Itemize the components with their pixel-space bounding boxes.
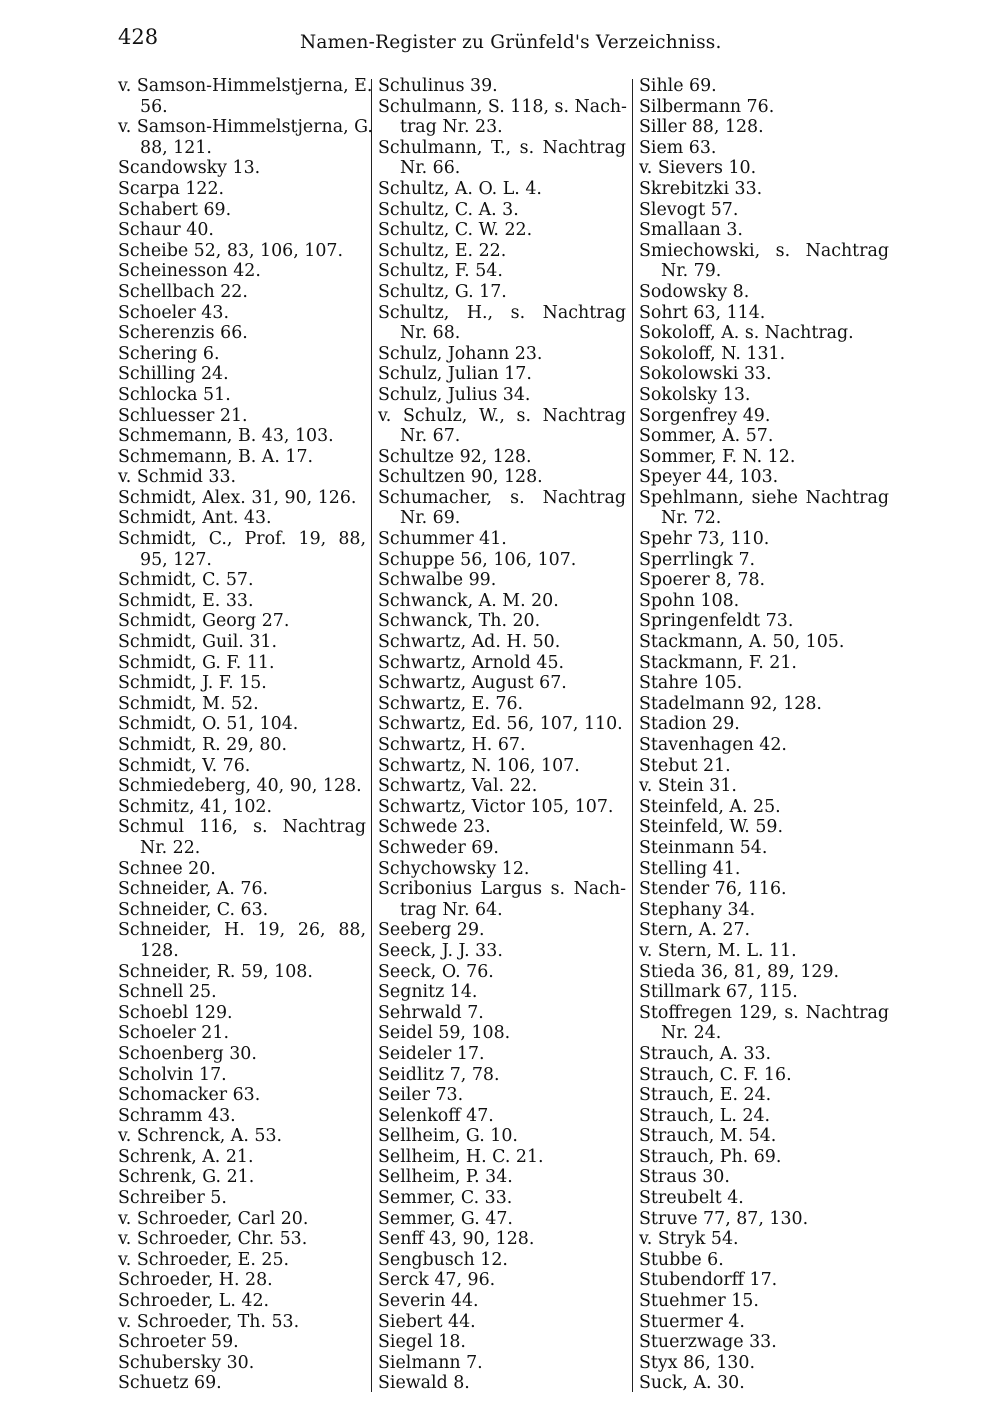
index-entry: Schulmann, T., s. Nachtrag [378, 137, 626, 158]
index-entry: Schneider, C. 63. [118, 899, 269, 920]
column-rule [371, 79, 372, 1392]
index-entry: Segnitz 14. [378, 982, 478, 1003]
index-entry: Stubbe 6. [639, 1249, 724, 1270]
index-entry: Sokolsky 13. [639, 384, 751, 405]
index-entry: Scholvin 17. [118, 1064, 227, 1085]
index-entry-continuation: 95, 127. [140, 549, 212, 570]
index-entry: Stelling 41. [639, 858, 741, 879]
index-entry: Schmidt, Georg 27. [118, 611, 290, 632]
index-entry: Schultz, A. O. L. 4. [378, 178, 542, 199]
index-entry: Schwanck, Th. 20. [378, 611, 541, 632]
index-entry: Schultz, E. 22. [378, 240, 507, 261]
index-entry: Schultz, C. A. 3. [378, 199, 519, 220]
index-entry: Schilling 24. [118, 364, 229, 385]
index-entry: Schuppe 56, 106, 107. [378, 549, 577, 570]
index-entry: Stoffregen 129, s. Nachtrag [639, 1002, 889, 1023]
index-entry: Steinfeld, W. 59. [639, 817, 783, 838]
index-entry: Schmidt, Guil. 31. [118, 632, 278, 653]
index-entry: Schlocka 51. [118, 384, 231, 405]
index-entry: Sodowsky 8. [639, 281, 750, 302]
index-entry: Schulmann, S. 118, s. Nach- [378, 96, 627, 117]
index-entry: Stadion 29. [639, 714, 740, 735]
index-entry: Schulz, Julian 17. [378, 364, 532, 385]
index-entry: v. Samson-Himmelstjerna, G. [118, 117, 373, 138]
index-entry: Schmidt, Ant. 43. [118, 508, 272, 529]
index-entry: Strauch, C. F. 16. [639, 1064, 792, 1085]
index-entry-continuation: trag Nr. 23. [400, 117, 503, 138]
index-entry: Schultz, G. 17. [378, 281, 507, 302]
index-entry: Schneider, A. 76. [118, 879, 269, 900]
index-entry-continuation: 56. [140, 96, 168, 117]
index-entry: Schneider, H. 19, 26, 88, [118, 920, 366, 941]
index-entry: Seeck, J. J. 33. [378, 940, 503, 961]
index-entry: Schuetz 69. [118, 1373, 222, 1394]
index-entry: Scheibe 52, 83, 106, 107. [118, 240, 343, 261]
index-entry: Schmemann, B. 43, 103. [118, 426, 334, 447]
index-entry: Schubersky 30. [118, 1352, 255, 1373]
index-entry: Sellheim, H. C. 21. [378, 1146, 544, 1167]
index-entry: Schroeder, L. 42. [118, 1291, 270, 1312]
index-entry: Schramm 43. [118, 1105, 236, 1126]
index-entry: Sorgenfrey 49. [639, 405, 771, 426]
index-entry: Stackmann, A. 50, 105. [639, 632, 845, 653]
index-entry: Sperrlingk 7. [639, 549, 756, 570]
index-entry: Scherenzis 66. [118, 323, 248, 344]
index-entry: Severin 44. [378, 1291, 479, 1312]
index-entry: Schoenberg 30. [118, 1043, 257, 1064]
index-entry: Strauch, E. 24. [639, 1085, 772, 1106]
index-entry: Schultz, H., s. Nachtrag [378, 302, 626, 323]
index-entry: Schroeter 59. [118, 1332, 239, 1353]
index-entry: Schwartz, August 67. [378, 673, 567, 694]
index-entry: Seeberg 29. [378, 920, 485, 941]
index-entry: Schwartz, N. 106, 107. [378, 755, 580, 776]
index-entry: Schmidt, J. F. 15. [118, 673, 267, 694]
index-entry: Springenfeldt 73. [639, 611, 794, 632]
index-entry: Styx 86, 130. [639, 1352, 755, 1373]
column-rule [632, 79, 633, 1392]
index-entry: v. Samson-Himmelstjerna, E. [118, 76, 373, 96]
index-entry: Stern, A. 27. [639, 920, 751, 941]
index-entry-continuation: Nr. 69. [400, 508, 461, 529]
index-entry: Scandowsky 13. [118, 158, 261, 179]
index-entry: Siem 63. [639, 137, 717, 158]
index-entry: Schumacher, s. Nachtrag [378, 487, 626, 508]
index-entry: Spohn 108. [639, 590, 740, 611]
index-entry: Schmidt, C., Prof. 19, 88, [118, 529, 366, 550]
index-entry: Seideler 17. [378, 1043, 485, 1064]
index-entry: Strauch, L. 24. [639, 1105, 771, 1126]
index-entry: Sehrwald 7. [378, 1002, 484, 1023]
index-entry: Schluesser 21. [118, 405, 248, 426]
index-entry: Schrenk, A. 21. [118, 1146, 254, 1167]
index-entry: Schmidt, Alex. 31, 90, 126. [118, 487, 357, 508]
index-entry-continuation: Nr. 67. [400, 426, 461, 447]
index-entry: Strauch, A. 33. [639, 1043, 772, 1064]
index-entry: v. Schulz, W., s. Nachtrag [378, 405, 626, 426]
index-entry: Schnee 20. [118, 858, 216, 879]
index-entry: Siller 88, 128. [639, 117, 764, 138]
index-entry: Schwartz, E. 76. [378, 693, 524, 714]
index-entry: Schoebl 129. [118, 1002, 233, 1023]
index-column-1 [118, 76, 373, 1394]
index-entry: Schwartz, Victor 105, 107. [378, 796, 614, 817]
index-entry: Schwalbe 99. [378, 570, 497, 591]
index-column-3 [639, 76, 889, 1394]
index-entry: Seidel 59, 108. [378, 1023, 511, 1044]
index-entry: Schultz, F. 54. [378, 261, 503, 282]
index-entry: Schulz, Julius 34. [378, 384, 531, 405]
index-entry: Schomacker 63. [118, 1085, 261, 1106]
index-entry: v. Schmid 33. [118, 467, 237, 488]
index-entry: Schmidt, E. 33. [118, 590, 254, 611]
index-entry: Sielmann 7. [378, 1352, 483, 1373]
index-entry: Schmemann, B. A. 17. [118, 446, 314, 467]
index-entry: Slevogt 57. [639, 199, 739, 220]
index-entry: Schwartz, H. 67. [378, 735, 526, 755]
index-entry: Stebut 21. [639, 755, 731, 776]
index-entry: Schwartz, Ad. H. 50. [378, 632, 561, 653]
index-entry: Schychowsky 12. [378, 858, 530, 879]
index-entry: Speyer 44, 103. [639, 467, 779, 488]
index-entry: Sihle 69. [639, 76, 717, 96]
index-entry: Schaur 40. [118, 220, 214, 241]
index-entry: Siebert 44. [378, 1311, 476, 1332]
index-entry: Stender 76, 116. [639, 879, 787, 900]
index-entry-continuation: Nr. 79. [661, 261, 722, 282]
index-entry: v. Sievers 10. [639, 158, 757, 179]
index-entry: v. Stein 31. [639, 776, 737, 797]
index-entry-continuation: Nr. 24. [661, 1023, 722, 1044]
index-entry: Sokoloff, N. 131. [639, 343, 786, 364]
index-entry: Schering 6. [118, 343, 220, 364]
index-entry: Schnell 25. [118, 982, 217, 1003]
index-entry: Smallaan 3. [639, 220, 743, 241]
index-entry: Senff 43, 90, 128. [378, 1229, 535, 1250]
index-entry: Stuehmer 15. [639, 1291, 759, 1312]
index-entry: Sellheim, P. 34. [378, 1167, 513, 1188]
index-entry: Schultzen 90, 128. [378, 467, 543, 488]
index-entry: Schulinus 39. [378, 76, 498, 96]
index-entry-continuation: 88, 121. [140, 137, 212, 158]
index-entry: v. Schrenck, A. 53. [118, 1126, 283, 1147]
index-entry: Sengbusch 12. [378, 1249, 508, 1270]
index-entry: Stephany 34. [639, 899, 756, 920]
index-entry: Spehlmann, siehe Nachtrag [639, 487, 889, 508]
index-entry: Stillmark 67, 115. [639, 982, 798, 1003]
index-entry: Stavenhagen 42. [639, 735, 787, 755]
index-entry: Sellheim, G. 10. [378, 1126, 518, 1147]
index-entry: Schultze 92, 128. [378, 446, 532, 467]
index-entry: Schmidt, M. 52. [118, 693, 259, 714]
index-entry: Schweder 69. [378, 837, 499, 858]
index-entry-continuation: Nr. 68. [400, 323, 461, 344]
index-entry: Schoeler 21. [118, 1023, 229, 1044]
page-number: 428 [118, 25, 159, 49]
index-entry: Silbermann 76. [639, 96, 775, 117]
index-entry: Schreiber 5. [118, 1188, 227, 1209]
index-entry-continuation: 128. [140, 940, 179, 961]
index-entry: Stuerzwage 33. [639, 1332, 777, 1353]
index-entry: Schmidt, O. 51, 104. [118, 714, 299, 735]
index-entry: Seeck, O. 76. [378, 961, 494, 982]
index-entry: Schmidt, C. 57. [118, 570, 254, 591]
index-entry: Suck, A. 30. [639, 1373, 745, 1394]
index-entry: Spehr 73, 110. [639, 529, 770, 550]
index-entry: Scribonius Largus s. Nach- [378, 879, 626, 900]
index-entry: Semmer, C. 33. [378, 1188, 513, 1209]
index-entry: Schmidt, V. 76. [118, 755, 251, 776]
index-entry: Skrebitzki 33. [639, 178, 763, 199]
index-entry: Schneider, R. 59, 108. [118, 961, 313, 982]
index-entry: Schmidt, G. F. 11. [118, 652, 275, 673]
index-entry: Schoeler 43. [118, 302, 229, 323]
index-entry: Semmer, G. 47. [378, 1208, 513, 1229]
index-entry: Schmitz, 41, 102. [118, 796, 273, 817]
index-entry: Serck 47, 96. [378, 1270, 496, 1291]
index-entry: Schmidt, R. 29, 80. [118, 735, 288, 755]
index-entry: Stieda 36, 81, 89, 129. [639, 961, 840, 982]
index-entry: Stadelmann 92, 128. [639, 693, 822, 714]
index-entry-continuation: Nr. 72. [661, 508, 722, 529]
index-entry: Struve 77, 87, 130. [639, 1208, 809, 1229]
index-entry: v. Stryk 54. [639, 1229, 739, 1250]
index-entry: Stahre 105. [639, 673, 743, 694]
index-entry: Seiler 73. [378, 1085, 464, 1106]
index-entry: v. Schroeder, Chr. 53. [118, 1229, 308, 1250]
index-entry: Sokolowski 33. [639, 364, 772, 385]
index-entry: Schwanck, A. M. 20. [378, 590, 559, 611]
index-entry: Smiechowski, s. Nachtrag [639, 240, 889, 261]
index-entry-continuation: Nr. 66. [400, 158, 461, 179]
index-entry: Strauch, M. 54. [639, 1126, 777, 1147]
index-entry: Siewald 8. [378, 1373, 470, 1394]
index-entry: Strauch, Ph. 69. [639, 1146, 782, 1167]
index-entry: v. Schroeder, Carl 20. [118, 1208, 309, 1229]
index-entry: Schulz, Johann 23. [378, 343, 543, 364]
running-head: Namen-Register zu Grünfeld's Verzeichniss. [300, 32, 722, 53]
index-entry: Siegel 18. [378, 1332, 466, 1353]
index-entry: Scheinesson 42. [118, 261, 261, 282]
index-entry: Selenkoff 47. [378, 1105, 494, 1126]
index-entry: Schwartz, Val. 22. [378, 776, 538, 797]
index-entry: Straus 30. [639, 1167, 730, 1188]
index-entry: Stackmann, F. 21. [639, 652, 797, 673]
index-entry: Schummer 41. [378, 529, 507, 550]
index-entry: Sohrt 63, 114. [639, 302, 766, 323]
index-entry: Schultz, C. W. 22. [378, 220, 533, 241]
index-entry: Sokoloff, A. s. Nachtrag. [639, 323, 854, 344]
index-entry: Sommer, A. 57. [639, 426, 774, 447]
index-entry: Steinmann 54. [639, 837, 768, 858]
index-entry: Streubelt 4. [639, 1188, 744, 1209]
index-entry: Scarpa 122. [118, 178, 225, 199]
index-entry: v. Stern, M. L. 11. [639, 940, 797, 961]
index-entry: Schmiedeberg, 40, 90, 128. [118, 776, 362, 797]
index-entry: Spoerer 8, 78. [639, 570, 766, 591]
index-entry: Sommer, F. N. 12. [639, 446, 796, 467]
index-entry: Stuermer 4. [639, 1311, 745, 1332]
index-entry: Seidlitz 7, 78. [378, 1064, 500, 1085]
index-entry: Schmul 116, s. Nachtrag [118, 817, 366, 838]
index-entry: Steinfeld, A. 25. [639, 796, 781, 817]
index-entry: Schellbach 22. [118, 281, 248, 302]
index-entry: v. Schroeder, E. 25. [118, 1249, 290, 1270]
index-entry: Schabert 69. [118, 199, 232, 220]
index-entry: Schroeder, H. 28. [118, 1270, 273, 1291]
index-entry: v. Schroeder, Th. 53. [118, 1311, 300, 1332]
index-entry-continuation: Nr. 22. [140, 837, 201, 858]
index-entry: Schrenk, G. 21. [118, 1167, 255, 1188]
index-entry: Schwartz, Arnold 45. [378, 652, 565, 673]
index-entry: Stubendorff 17. [639, 1270, 778, 1291]
index-entry: Schwartz, Ed. 56, 107, 110. [378, 714, 623, 735]
index-entry: Schwede 23. [378, 817, 491, 838]
index-column-2 [378, 76, 626, 1394]
index-entry-continuation: trag Nr. 64. [400, 899, 503, 920]
